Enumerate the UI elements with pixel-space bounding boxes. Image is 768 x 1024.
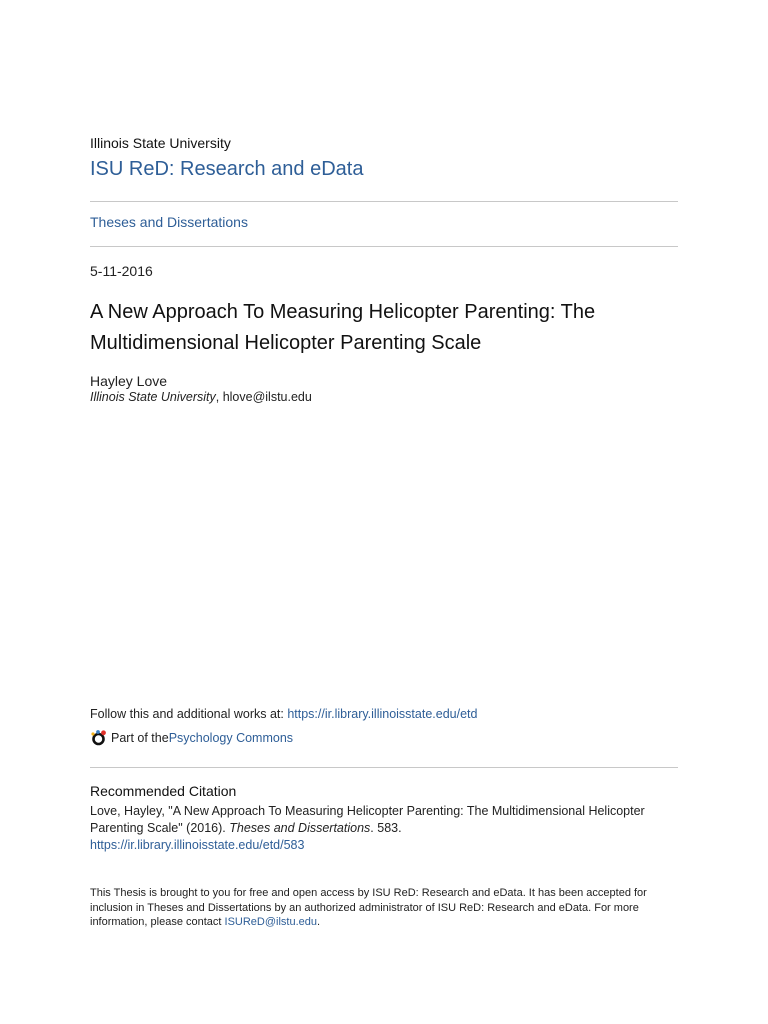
publication-date: 5-11-2016: [90, 263, 153, 279]
citation-part-1: Love, Hayley, "A New Approach To Measuring Helicopter Parenting: The Multidimensional Helicopter Parenting Scale" (2016).: [90, 804, 645, 835]
citation-text: [90, 803, 680, 854]
network-commons-icon: [90, 729, 108, 747]
footer-notice: [90, 886, 690, 930]
citation-journal: Theses and Dissertations: [229, 821, 371, 835]
series-link[interactable]: Theses and Dissertations: [90, 214, 248, 230]
affiliation-separator: ,: [215, 390, 223, 404]
affiliation-name: Illinois State University: [90, 390, 216, 404]
repository-link[interactable]: ISU ReD: Research and eData: [90, 158, 364, 180]
author-name: Hayley Love: [90, 373, 168, 389]
author-affiliation: [90, 390, 312, 404]
document-title: [90, 297, 690, 359]
follow-text: Follow this and additional works at:: [90, 707, 288, 721]
divider: [90, 246, 678, 247]
part-of-line: [90, 729, 293, 747]
citation-heading: Recommended Citation: [90, 783, 237, 799]
part-of-text: Part of the: [111, 731, 169, 745]
footer-end: .: [317, 916, 321, 928]
title-line-2: Multidimensional Helicopter Parenting Scale: [90, 332, 482, 354]
contact-email-link[interactable]: ISUReD@ilstu.edu: [224, 916, 318, 928]
title-line-1: A New Approach To Measuring Helicopter Parenting: The: [90, 301, 596, 323]
divider: [90, 201, 678, 202]
divider: [90, 767, 678, 768]
psychology-commons-link[interactable]: Psychology Commons: [168, 731, 294, 745]
follow-url-link[interactable]: https://ir.library.illinoisstate.edu/etd: [287, 707, 478, 721]
citation-url-link[interactable]: https://ir.library.illinoisstate.edu/etd/583: [90, 838, 305, 852]
citation-part-2: . 583.: [370, 821, 402, 835]
institution-name: Illinois State University: [90, 135, 231, 151]
footer-text: This Thesis is brought to you for free and open access by ISU ReD: Research and eData. It has been accepted for inclusion in Theses and Dissertations by an authorized administrator of ISU ReD: Research and eData. For more information, please contact: [90, 887, 647, 928]
follow-line: [90, 707, 477, 721]
author-email: hlove@ilstu.edu: [222, 390, 312, 404]
